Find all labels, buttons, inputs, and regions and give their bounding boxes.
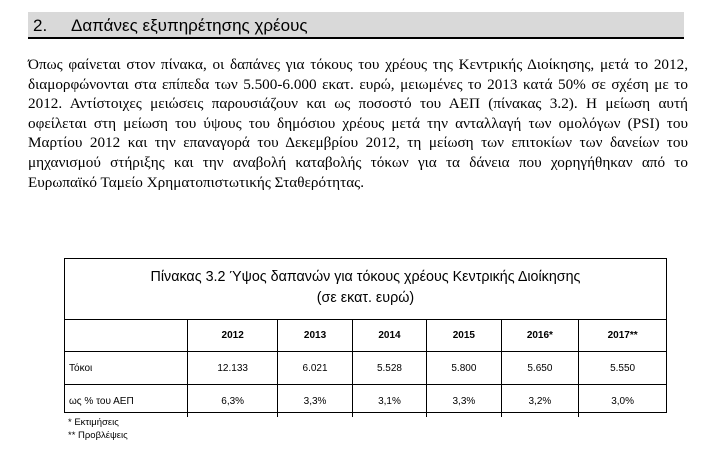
table-row (65, 385, 666, 418)
table-title: Πίνακας 3.2 Ύψος δαπανών για τόκους χρέους Κεντρικής Διοίκησης (150, 269, 581, 285)
header-year: 2016* (501, 320, 579, 352)
body-paragraph: Όπως φαίνεται στον πίνακα, οι δαπάνες για τόκους του χρέους της Κεντρικής Διοίκησης, μετά το 2012, διαμορφώνονται στα επίπεδα των 5.500-6.000 εκατ. ευρώ, μειωμένες το 2013 κατά 50% σε σχέση με το 2012. Αντίστοιχες μειώσεις παρουσιάζουν και ως ποσοστό του ΑΕΠ (πίνακας 3.2). Η μείωση αυτή οφείλεται στη μείωση του ύψους του δημόσιου χρέους μετά την ανταλλαγή των ομολόγων (PSI) του Μαρτίου 2012 και την επαναγορά του Δεκεμβρίου 2012, τη μείωση των επιτοκίων των δανείων του μηχανισμού στήριξης και την αναβολή καταβολής τόκων για τα δάνεια που χορηγήθηκαν από το Ευρωπαϊκό Ταμείο Χρηματοπιστωτικής Σταθερότητας. (28, 56, 688, 191)
header-year: 2014 (352, 320, 426, 352)
cell-value: 5.528 (352, 352, 426, 385)
section-header (28, 12, 684, 39)
footnote-forecasts: ** Προβλέψεις (68, 430, 128, 441)
cell-value: 3,3% (278, 385, 352, 418)
footnote-estimates: * Εκτιμήσεις (68, 417, 119, 428)
cell-value: 5.800 (427, 352, 501, 385)
row-label: Τόκοι (65, 352, 188, 385)
cell-value: 6.021 (278, 352, 352, 385)
table-subtitle: (σε εκατ. ευρώ) (316, 290, 415, 306)
header-year: 2012 (188, 320, 278, 352)
header-empty (65, 320, 188, 352)
header-year: 2017** (579, 320, 666, 352)
cell-value: 5.550 (579, 352, 666, 385)
table-row (65, 352, 666, 385)
cell-value: 5.650 (501, 352, 579, 385)
section-number: 2. (33, 16, 48, 35)
cell-value: 3,3% (427, 385, 501, 418)
cell-value: 6,3% (188, 385, 278, 418)
interest-table (64, 258, 667, 413)
table-caption (65, 267, 666, 309)
cell-value: 3,1% (352, 385, 426, 418)
cell-value: 3,0% (579, 385, 666, 418)
cell-value: 12.133 (188, 352, 278, 385)
cell-value: 3,2% (501, 385, 579, 418)
data-table (65, 319, 666, 417)
header-row (65, 320, 666, 352)
header-year: 2013 (278, 320, 352, 352)
row-label: ως % του ΑΕΠ (65, 385, 188, 418)
section-title: Δαπάνες εξυπηρέτησης χρέους (71, 16, 308, 35)
footnotes (68, 416, 128, 442)
header-year: 2015 (427, 320, 501, 352)
